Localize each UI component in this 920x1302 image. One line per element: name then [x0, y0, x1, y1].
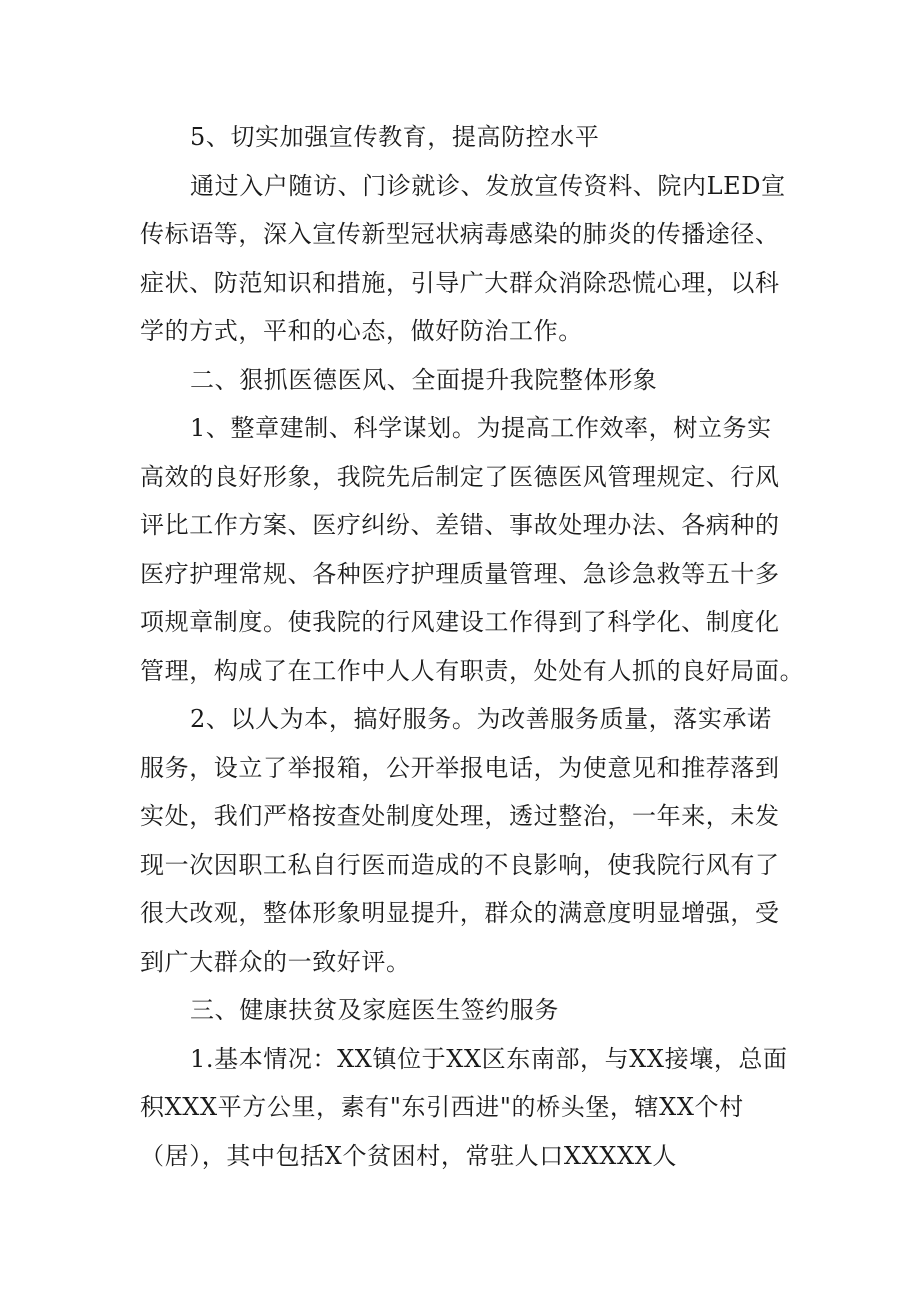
paragraph-line: 管理，构成了在工作中人人有职责，处处有人抓的良好局面。 [140, 656, 805, 685]
paragraph-line: 积XXX平方公里，素有"东引西进"的桥头堡，辖XX个村 [140, 1093, 744, 1121]
paragraph-line: 高效的良好形象，我院先后制定了医德医风管理规定、行风 [140, 462, 780, 491]
paragraph-line: 传标语等，深入宣传新型冠状病毒感染的肺炎的传播途径、 [140, 220, 780, 248]
section-heading-line: 二、狠抓医德医风、全面提升我院整体形象 [190, 365, 658, 394]
document-body [140, 113, 805, 1180]
paragraph-line: 现一次因职工私自行医而造成的不良影响，使我院行风有了 [140, 850, 780, 879]
paragraph-line: 1、整章建制、科学谋划。为提高工作效率，树立务实 [190, 414, 772, 442]
paragraph-line: 服务，设立了举报箱，公开举报电话，为使意见和推荐落到 [140, 753, 780, 782]
paragraph-line: 到广大群众的一致好评。 [140, 947, 411, 976]
paragraph-line: 学的方式，平和的心态，做好防治工作。 [140, 317, 583, 345]
heading-line: 5、切实加强宣传教育，提高防控水平 [190, 123, 600, 151]
paragraph-line: 评比工作方案、医疗纠纷、差错、事故处理办法、各病种的 [140, 511, 780, 539]
paragraph-line: 很大改观，整体形象明显提升，群众的满意度明显增强，受 [140, 899, 780, 927]
paragraph-line: 通过入户随访、门诊就诊、发放宣传资料、院内LED宣 [190, 171, 786, 200]
paragraph-line: 实处，我们严格按查处制度处理，透过整治，一年来，未发 [140, 802, 780, 830]
paragraph-line: 症状、防范知识和措施，引导广大群众消除恐慌心理，以科 [140, 268, 780, 297]
paragraph-line: 1.基本情况：XX镇位于XX区东南部，与XX接壤，总面 [190, 1044, 788, 1073]
paragraph-line: 项规章制度。使我院的行风建设工作得到了科学化、制度化 [140, 608, 780, 636]
section-heading-line: 三、健康扶贫及家庭医生签约服务 [190, 996, 559, 1024]
paragraph-line: （居），其中包括X个贫困村，常驻人口XXXXX人 [140, 1141, 677, 1170]
paragraph-line: 医疗护理常规、各种医疗护理质量管理、急诊急救等五十多 [140, 559, 780, 588]
paragraph-line: 2、以人为本，搞好服务。为改善服务质量，落实承诺 [190, 705, 772, 733]
